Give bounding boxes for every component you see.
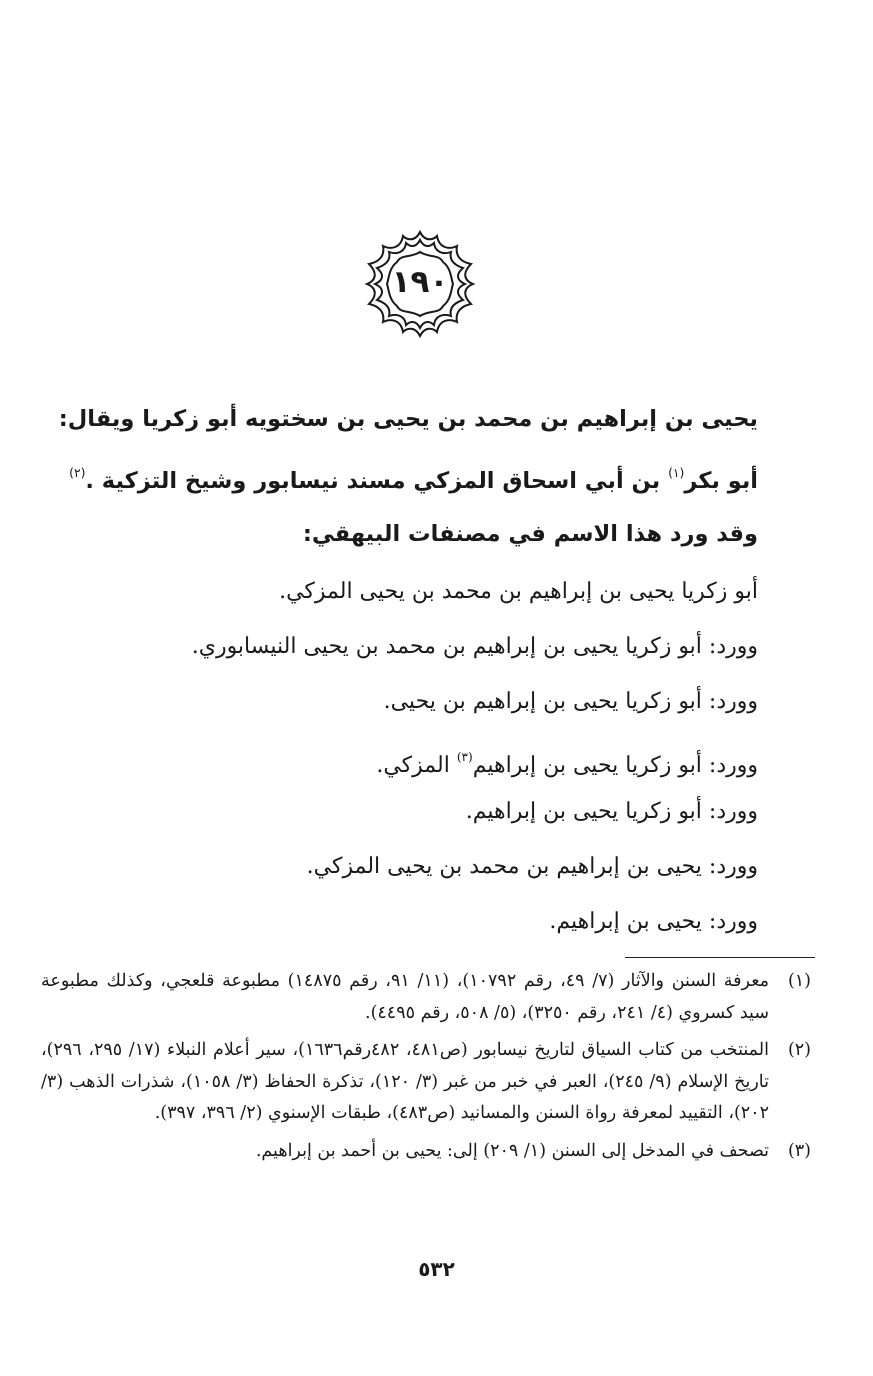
footnote-number: (٣) [787,1140,811,1161]
entry-number-emblem [363,228,477,340]
footnote-number: (٢) [787,1040,811,1060]
intro-sentence: وقد ورد هذا الاسم في مصنفات البيهقي: [302,521,758,547]
list-item [376,735,758,788]
list-item: وورد: أبو زكريا يحيى بن إبراهيم بن يحيى. [383,689,758,714]
footnote-text: معرفة السنن والآثار (٧/ ٤٩، رقم ١٠٧٩٢)، (١١/ ٩١، رقم ١٤٨٧٥) مطبوعة قلعجي، وكذلك مطبوعة سيد كسروي (٤/ ٢٤١، رقم ٣٢٥٠)، (٥/ ٥٠٨، رقم ٤٤٩٥). [41,971,770,1023]
heading-text-a: أبو بكر [684,468,758,495]
heading-text-b: بن أبي اسحاق المزكي مسند نيسابور وشيخ التزكية . [85,468,669,495]
footnote-1 [41,966,811,1029]
page-number: ٥٣٢ [418,1257,455,1281]
heading-line-2 [69,446,758,508]
footnote-text: المنتخب من كتاب السياق لتاريخ نيسابور (ص٤٨١، ٤٨٢رقم١٦٣٦)، سير أعلام النبلاء (١٧/ ٢٩٥، ٢٩٦)، تاريخ الإسلام (٩/ ٢٤٥)، العبر في خبر من غبر (٣/ ١٢٠)، تذكرة الحفاظ (٣/ ١٠٥٨)، شذرات الذهب (٣/ ٢٠٢)، التقييد لمعرفة رواة السنن والمسانيد (ص٤٨٣)، طبقات الإسنوي (٢/ ٣٩٦، ٣٩٧). [41,1040,769,1123]
entry-number: ١٩٠ [391,264,449,300]
list-item: وورد: يحيى بن إبراهيم. [549,909,758,934]
footnote-ref-2[interactable]: (٢) [69,466,86,480]
list-item: وورد: أبو زكريا يحيى بن إبراهيم بن محمد بن يحيى النيسابوري. [191,634,758,659]
footnote-3 [41,1136,811,1168]
footnote-2 [41,1035,811,1130]
footnote-text: تصحف في المدخل إلى السنن (١/ ٢٠٩) إلى: يحيى بن أحمد بن إبراهيم. [255,1140,769,1161]
entry-heading [58,392,758,508]
list-item: أبو زكريا يحيى بن إبراهيم بن محمد بن يحيى المزكي. [279,579,758,604]
list-item-text-b: المزكي. [376,752,457,778]
list-item-text-a: وورد: أبو زكريا يحيى بن إبراهيم [472,752,758,778]
list-item: وورد: أبو زكريا يحيى بن إبراهيم. [465,799,758,824]
footnote-ref-3[interactable]: (٣) [456,750,473,764]
footnotes [41,966,811,1173]
footnote-number: (١) [787,971,811,991]
footnote-ref-1[interactable]: (١) [668,466,685,480]
list-item: وورد: يحيى بن إبراهيم بن محمد بن يحيى المزكي. [306,854,758,879]
footnote-divider [625,957,815,958]
heading-line-1: يحيى بن إبراهيم بن محمد بن يحيى بن سختويه أبو زكريا ويقال: [58,406,758,432]
